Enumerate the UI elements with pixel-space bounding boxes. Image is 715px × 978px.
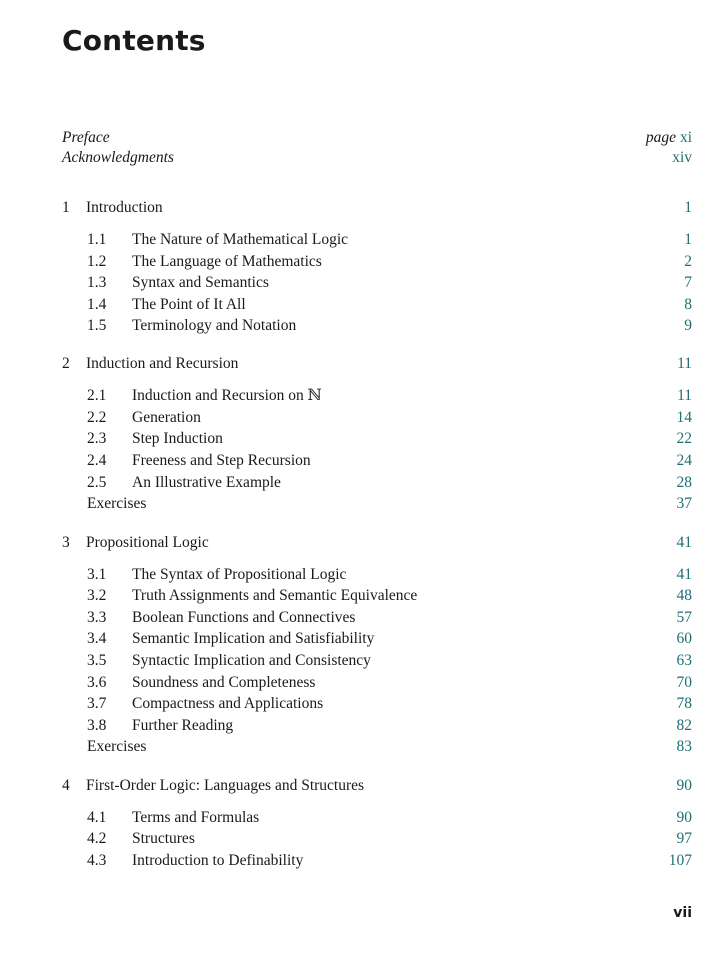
toc-chapter-1[interactable]	[62, 198, 692, 218]
toc-section-1-3[interactable]	[62, 273, 692, 293]
section-title: Syntactic Implication and Consistency	[132, 652, 371, 669]
exercises-page: 37	[676, 495, 692, 512]
toc-section-3-1[interactable]	[62, 565, 692, 585]
section-page: 9	[684, 317, 692, 334]
chapter-title: First-Order Logic: Languages and Structures	[86, 777, 365, 794]
section-number: 3.3	[87, 609, 107, 626]
toc-entry-label: Acknowledgments	[62, 149, 174, 166]
section-number: 4.1	[87, 809, 107, 826]
toc-section-3-4[interactable]	[62, 629, 692, 649]
toc-exercises-2[interactable]	[62, 494, 692, 514]
page-prefix: page	[645, 129, 677, 146]
toc-exercises-3[interactable]	[62, 737, 692, 757]
section-page: 82	[676, 717, 692, 734]
section-title: Compactness and Applications	[132, 695, 324, 712]
section-title: The Language of Mathematics	[132, 253, 322, 270]
toc-section-3-6[interactable]	[62, 673, 692, 693]
chapter-number: 1	[62, 199, 70, 216]
section-title: Syntax and Semantics	[132, 274, 269, 291]
section-number: 3.5	[87, 652, 107, 669]
section-number: 3.2	[87, 587, 107, 604]
toc-section-3-7[interactable]	[62, 694, 692, 714]
section-title: Soundness and Completeness	[132, 674, 316, 691]
toc-section-3-5[interactable]	[62, 651, 692, 671]
section-title: Freeness and Step Recursion	[132, 452, 311, 469]
page-folio: vii	[673, 905, 692, 921]
toc-section-3-3[interactable]	[62, 608, 692, 628]
chapter-title: Introduction	[86, 199, 163, 216]
toc-chapter-3[interactable]	[62, 533, 692, 553]
toc-chapter-2[interactable]	[62, 354, 692, 374]
toc-page-number: xi	[679, 129, 692, 146]
chapter-number: 3	[62, 534, 70, 551]
toc-section-2-2[interactable]	[62, 408, 692, 428]
toc-entry-page: xiv	[672, 149, 692, 166]
section-title: Step Induction	[132, 430, 223, 447]
section-title: Boolean Functions and Connectives	[132, 609, 356, 626]
section-page: 57	[676, 609, 692, 626]
exercises-page: 83	[676, 738, 692, 755]
chapter-title: Propositional Logic	[86, 534, 209, 551]
section-page: 8	[684, 296, 692, 313]
section-number: 2.5	[87, 474, 107, 491]
toc-section-4-1[interactable]	[62, 808, 692, 828]
section-number: 2.4	[87, 452, 107, 469]
section-number: 2.3	[87, 430, 107, 447]
toc-entry-acknowledgments[interactable]	[62, 148, 692, 168]
section-number: 3.4	[87, 630, 107, 647]
section-page: 41	[676, 566, 692, 583]
toc-section-2-1[interactable]	[62, 386, 692, 406]
toc-section-1-4[interactable]	[62, 295, 692, 315]
page-title: Contents	[62, 24, 206, 57]
section-title: Induction and Recursion on ℕ	[132, 387, 322, 404]
chapter-page: 1	[684, 199, 692, 216]
section-title: The Point of It All	[132, 296, 246, 313]
section-page: 107	[668, 852, 692, 869]
section-number: 4.2	[87, 830, 107, 847]
section-page: 97	[676, 830, 692, 847]
toc-entry-page	[646, 128, 692, 148]
section-number: 2.2	[87, 409, 107, 426]
section-number: 1.3	[87, 274, 107, 291]
section-page: 78	[676, 695, 692, 712]
toc-section-2-4[interactable]	[62, 451, 692, 471]
toc-section-3-2[interactable]	[62, 586, 692, 606]
section-page: 63	[676, 652, 692, 669]
toc-section-2-5[interactable]	[62, 473, 692, 493]
section-title: The Nature of Mathematical Logic	[132, 231, 349, 248]
section-page: 14	[676, 409, 692, 426]
section-title: Terminology and Notation	[132, 317, 297, 334]
section-page: 60	[676, 630, 692, 647]
section-number: 3.7	[87, 695, 107, 712]
section-title: An Illustrative Example	[132, 474, 281, 491]
toc-section-1-2[interactable]	[62, 252, 692, 272]
section-number: 2.1	[87, 387, 107, 404]
section-page: 24	[676, 452, 692, 469]
section-number: 3.6	[87, 674, 107, 691]
exercises-label: Exercises	[87, 495, 147, 512]
toc-section-1-5[interactable]	[62, 316, 692, 336]
section-title: Generation	[132, 409, 201, 426]
section-title: Truth Assignments and Semantic Equivalence	[132, 587, 418, 604]
section-page: 70	[676, 674, 692, 691]
chapter-number: 2	[62, 355, 70, 372]
section-number: 1.2	[87, 253, 107, 270]
chapter-number: 4	[62, 777, 70, 794]
section-number: 1.1	[87, 231, 107, 248]
section-page: 90	[676, 809, 692, 826]
section-number: 3.8	[87, 717, 107, 734]
section-number: 4.3	[87, 852, 107, 869]
chapter-page: 11	[677, 355, 692, 372]
section-number: 3.1	[87, 566, 107, 583]
section-title: The Syntax of Propositional Logic	[132, 566, 347, 583]
toc-entry-label: Preface	[62, 129, 110, 146]
section-page: 48	[676, 587, 692, 604]
section-title: Introduction to Definability	[132, 852, 304, 869]
section-page: 22	[676, 430, 692, 447]
exercises-label: Exercises	[87, 738, 147, 755]
section-title: Terms and Formulas	[132, 809, 260, 826]
chapter-title: Induction and Recursion	[86, 355, 239, 372]
section-title: Further Reading	[132, 717, 234, 734]
toc-section-3-8[interactable]	[62, 716, 692, 736]
section-page: 28	[676, 474, 692, 491]
section-page: 7	[684, 274, 692, 291]
toc-section-2-3[interactable]	[62, 429, 692, 449]
section-title: Semantic Implication and Satisfiability	[132, 630, 375, 647]
toc-chapter-4[interactable]	[62, 776, 692, 796]
toc-section-1-1[interactable]	[62, 230, 692, 250]
section-page: 1	[684, 231, 692, 248]
toc-entry-preface[interactable]	[62, 128, 692, 148]
section-page: 11	[677, 387, 692, 404]
section-number: 1.5	[87, 317, 107, 334]
section-number: 1.4	[87, 296, 107, 313]
toc-section-4-3[interactable]	[62, 851, 692, 871]
chapter-page: 41	[676, 534, 692, 551]
toc-section-4-2[interactable]	[62, 829, 692, 849]
chapter-page: 90	[676, 777, 692, 794]
section-title: Structures	[132, 830, 195, 847]
section-page: 2	[684, 253, 692, 270]
